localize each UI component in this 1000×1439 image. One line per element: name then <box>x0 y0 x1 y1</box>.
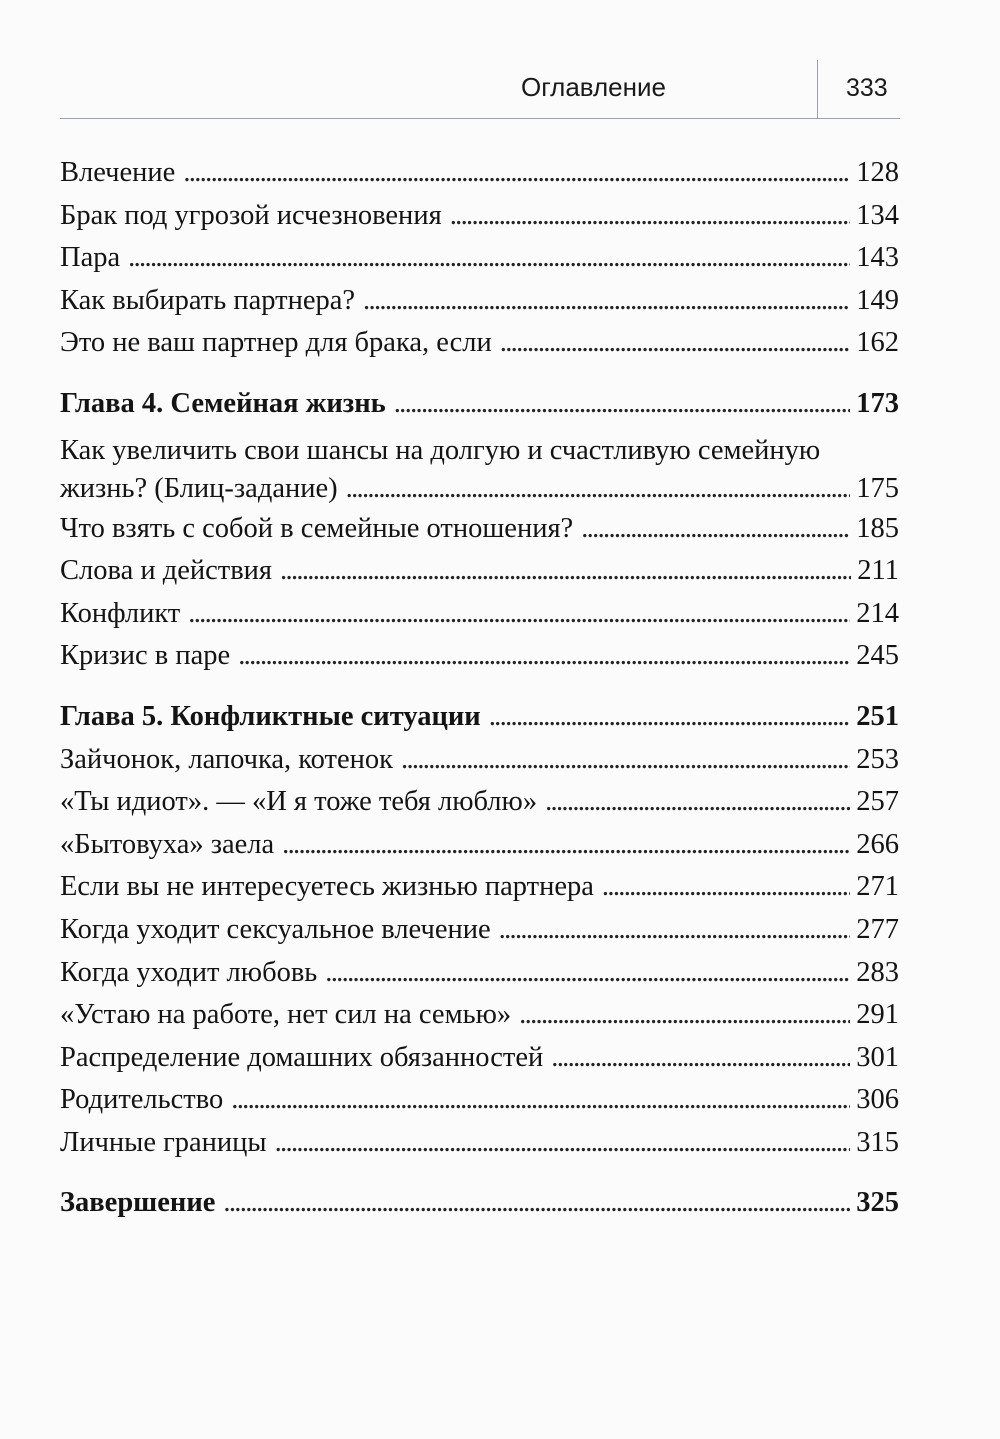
toc-entry-page: 175 <box>856 472 899 504</box>
table-of-contents <box>60 152 899 1225</box>
toc-entry-title: Распределение домашних обязанностей <box>60 1041 544 1073</box>
toc-entry <box>60 1037 899 1080</box>
toc-entry <box>60 994 899 1037</box>
toc-entry-title: Кризис в паре <box>60 640 231 672</box>
toc-entry-title: «Ты идиот». — «И я тоже тебя люблю» <box>60 786 538 818</box>
toc-entry-page: 315 <box>856 1126 899 1158</box>
toc-entry <box>60 909 899 952</box>
toc-entry-title: Пара <box>60 242 121 274</box>
toc-chapter-page: 325 <box>856 1187 899 1219</box>
toc-entry-title: Что взять с собой в семейные отношения? <box>60 512 574 544</box>
dot-leader <box>401 739 850 782</box>
toc-entry-title: Конфликт <box>60 597 181 629</box>
toc-entry-page: 149 <box>856 284 899 316</box>
dot-leader <box>280 550 851 593</box>
toc-entry-title: Когда уходит любовь <box>60 956 318 988</box>
toc-entry <box>60 739 899 782</box>
toc-entry <box>60 1122 899 1165</box>
dot-leader <box>231 1079 850 1122</box>
toc-entry-page: 266 <box>856 828 899 860</box>
toc-entry-title: Когда уходит сексуальное влечение <box>60 913 491 945</box>
toc-entry <box>60 280 899 323</box>
toc-entry-page: 253 <box>856 743 899 775</box>
header-page-number: 333 <box>846 74 888 102</box>
dot-leader <box>499 909 851 952</box>
dot-leader <box>275 1122 851 1165</box>
toc-entry <box>60 824 899 867</box>
toc-entry <box>60 508 899 551</box>
dot-leader <box>238 635 850 678</box>
header-title: Оглавление <box>521 72 666 102</box>
toc-entry <box>60 1079 899 1122</box>
toc-entry-title: Это не ваш партнер для брака, если <box>60 327 492 359</box>
dot-leader <box>551 1037 850 1080</box>
toc-entry-page: 283 <box>856 956 899 988</box>
toc-entry <box>60 237 899 280</box>
running-header <box>60 60 900 118</box>
toc-chapter-title: Завершение <box>60 1187 216 1219</box>
header-rule <box>60 118 900 119</box>
dot-leader <box>325 952 850 995</box>
toc-entry-page: 185 <box>856 512 899 544</box>
toc-entry-page: 211 <box>857 555 899 587</box>
dot-leader <box>363 280 850 323</box>
toc-entry-title: «Устаю на работе, нет сил на семью» <box>60 999 512 1031</box>
header-divider <box>817 60 818 118</box>
toc-entry-page: 245 <box>856 640 899 672</box>
toc-entry <box>60 952 899 995</box>
toc-entry-page: 257 <box>856 786 899 818</box>
toc-entry-title: Если вы не интересуетесь жизнью партнера <box>60 871 594 903</box>
toc-entry <box>60 781 899 824</box>
toc-chapter-page: 173 <box>856 387 899 419</box>
toc-entry <box>60 550 899 593</box>
toc-entry-page: 162 <box>856 327 899 359</box>
toc-entry <box>60 866 899 909</box>
toc-entry <box>60 195 899 238</box>
toc-entry-title: Как выбирать партнера? <box>60 284 356 316</box>
dot-leader <box>223 1182 850 1225</box>
toc-entry-title-line1: Как увеличить свои шансы на долгую и счастливую семейную <box>60 434 821 466</box>
toc-entry-page: 128 <box>856 157 899 188</box>
toc-entry-page: 301 <box>856 1041 899 1073</box>
toc-entry-page: 306 <box>856 1084 899 1116</box>
dot-leader <box>394 383 851 426</box>
toc-entry <box>60 152 899 195</box>
dot-leader <box>346 470 851 508</box>
toc-entry-multiline <box>60 432 899 508</box>
toc-entry <box>60 322 899 365</box>
toc-entry-page: 291 <box>856 999 899 1031</box>
toc-entry-page: 277 <box>856 913 899 945</box>
dot-leader <box>581 508 850 551</box>
toc-entry-page: 134 <box>856 199 899 231</box>
dot-leader <box>545 781 850 824</box>
toc-entry <box>60 635 899 678</box>
dot-leader <box>500 322 850 365</box>
toc-entry-page: 214 <box>856 597 899 629</box>
dot-leader <box>450 195 851 238</box>
toc-chapter-heading <box>60 1182 899 1225</box>
toc-entry-title: Личные границы <box>60 1126 267 1158</box>
toc-chapter-title: Глава 4. Семейная жизнь <box>60 387 386 419</box>
toc-entry-title: «Бытовуха» заела <box>60 828 275 860</box>
toc-chapter-page: 251 <box>856 700 899 732</box>
toc-entry-title: Родительство <box>60 1084 224 1116</box>
dot-leader <box>519 994 850 1037</box>
dot-leader <box>183 152 850 195</box>
toc-entry-title: Зайчонок, лапочка, котенок <box>60 743 393 775</box>
toc-entry-page: 271 <box>856 871 899 903</box>
dot-leader <box>489 696 851 739</box>
toc-entry-page: 143 <box>856 242 899 274</box>
toc-chapter-heading <box>60 383 899 426</box>
toc-entry-title: Влечение <box>60 157 176 188</box>
toc-chapter-heading <box>60 696 899 739</box>
dot-leader <box>128 237 850 280</box>
dot-leader <box>602 866 850 909</box>
dot-leader <box>188 593 850 636</box>
dot-leader <box>282 824 850 867</box>
toc-entry <box>60 593 899 636</box>
toc-chapter-title: Глава 5. Конфликтные ситуации <box>60 700 481 732</box>
toc-entry-title: Брак под угрозой исчезновения <box>60 199 442 231</box>
toc-entry-title-line2: жизнь? (Блиц-задание) <box>60 472 338 504</box>
toc-entry-title: Слова и действия <box>60 555 273 587</box>
